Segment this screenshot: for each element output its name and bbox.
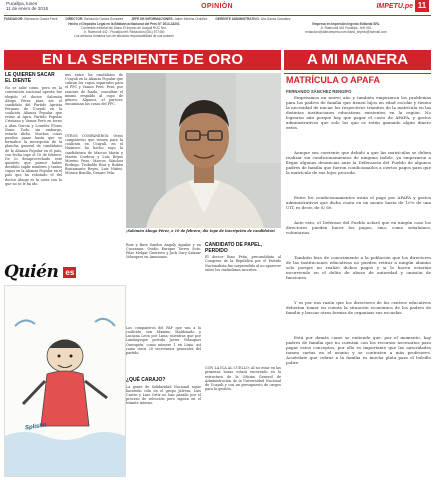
- article-body: nes entre los candidatos de Ucayali en la Alianza Popular que cubran los cupos separados para el PPC y Vamos Perú. Pero, por razones de fondo, consultan el mismo respaldo al cupo de género. Algunos, al parecer, encaminan las cosas del PPC.: [65, 73, 123, 107]
- cartoon-drawing: [5, 286, 125, 476]
- middle-right-article: [205, 243, 281, 466]
- article-paragraph: También hizo de conocimiento a la población que los directores de las instituciones educativas no pueden retirar a ningún alumno solo porque no realizó dichos pagos y si lo hacen estarían incurriendo en el delito de abuso de autoridad y omisión de funciones.: [286, 256, 431, 280]
- city-date: Pucallpa, lunes: [6, 1, 38, 6]
- staff-box: [4, 17, 431, 44]
- subhead: ¿QUÉ CARAJO?: [126, 377, 166, 383]
- article-body: CON LA ICA AL CUELLO: Al no estar en las primeras horas estará encerrado en la estructura de la Oficina General de Administración de la Universidad Nacional de Ucayali y con un presupuesto de cargos para la gestión.: [205, 366, 281, 391]
- article-photo: [126, 73, 281, 228]
- info-chief: JEFE DE INFORMACIONES: Jaime Medina Ordoñez: [131, 17, 208, 21]
- date-line: 11 de enero de 2016: [6, 6, 49, 11]
- left-article: [5, 73, 62, 264]
- article-body: OTROS COMPAÑEROS: Otros compañeros que vienen para la coalición en Ucayali, en el Huánuco ha hecho suyo la candidatura de Marcos Marín y Martín Cordova y Luis Reyes Moreno Pezo, Marcos Sánchez Rodrigo, Teobaldo Ríos y Rubén Bustamante Reyes, Luis Núñez, Mónica Bonilla, Genaro Vela.: [65, 134, 123, 176]
- article-paragraph: Y es por esa razón que los directores de los centros educativos deberían tomar en cuenta la situación económica de los padres de familia y buscar otras formas de organizar sus escuelas.: [286, 301, 431, 315]
- section-title: OPINIÓN: [201, 3, 233, 10]
- right-article-author: FERNANDO SÁNCHEZ RENGIFO: [286, 89, 352, 94]
- brand-name: IMPETU.pe: [376, 3, 413, 10]
- right-article: [286, 96, 431, 380]
- middle-bottom-article: [126, 243, 201, 465]
- legal-info: Hecho el Depósito Legal en la Biblioteca Nacional del Perú N° 2013-18201 Contenido editorial del Diario El Ímpetu de Ucayali RUC Nro. Jr. Raimondi 442 - Pucallpa telf: Redacción (061) 577460 Los artículos firmados son de absoluta responsabilidad de sus autores: [68, 22, 180, 38]
- article-paragraph: Está por demás como se entiende que, por el momento, hay padres de familia que no cuentan con los recursos necesarios para pagar estos conceptos, por ello es importante que las autoridades tomen cartas en el asunto y se contraten a más profesores. Acuérdate que cobrar a la familia es mucha plata para el bolsillo pobre.: [286, 336, 431, 365]
- page-number: 11: [415, 0, 429, 12]
- portrait-image: [126, 73, 281, 228]
- middle-article: [65, 73, 123, 252]
- article-paragraph: Entre los condicionamientos están el pago por APAFA y gastos administrativos que dicha cuota en un monto hasta de 10% de una UIT, es decir, de S/ 60.: [286, 196, 431, 210]
- company-info: Empresa en Impresión Ingenio Editorial SRL Jr. Raimondi 442 Pucallpa - telf: 061 redaccion@diarioimpetu.com diario_impetu@hotmail.com: [305, 22, 387, 34]
- article-body: Los compañeros del PAP que van a la coalición son Maximo Maldonado y Luciana Leon por Lima; mientras que por Lambayeque postula Javier Velasquez Quesquén, como número 1 en Lima, así como otros 20 secretarios generales del partido.: [126, 326, 201, 355]
- staff-roles: [4, 17, 431, 21]
- column-banner-left: EN LA SERPIENTE DE ORO: [4, 50, 281, 70]
- article-body: No se sabe cómo, pero en la convención nacional aprista fue elegido el doctor Salomón Abugo Pérez para ser el candidato del Partido Aprista Peruano de Ucayali en la coalición Alianza Popular que reúne al Apra, Partido Popular Cristiano y Vamos Perú en torno a Alan García y Lourdes Flores Nano. Todo, sin embargo, estaría dicho. Muchos cosas pueden pasar hasta que se formalice la inscripción de la plancha general de candidatos de la Alianza Popular en el país, con fecha tope el 10 de febrero. De lo desaprovechado este quinteto que parece haber decidido suplir nombres y tantos cupos en la Alianza Popular en el país que ha rebotado el del doctor Abugo es la carta con la que no se le ha ido.: [5, 86, 62, 186]
- article-headline: LE QUIEREN SACAR EL DIENTE: [5, 72, 55, 84]
- photo-caption: ¡Salomón Abugo Pérez, a 10 de febrero, día tope de inscripción de candidatos!: [126, 229, 276, 233]
- article-paragraph: Ante esto, el Defensor del Pueblo aclaró que en ningún caso los directores pueden hacer los pagos, sino, como señalamos, voluntarios.: [286, 221, 431, 235]
- cartoon-splash-text: Splishh: [24, 422, 47, 432]
- article-body: La gente de Solidaridad Nacional sigue haciendo cola en el grupo Jalvera. Luis Castro y Luis Ortiz no han pasado por el proceso de selección pero siguen en el trámite interno.: [126, 384, 201, 406]
- right-article-title: MATRÍCULA O APAFA: [286, 75, 380, 85]
- quien-word: Quién: [4, 262, 59, 282]
- article-paragraph: Aunque sea corriente que debido a que las matrículas se deben realizar sin condicionamientos de ninguna índole, ya empezaron a llegar algunas denuncias ante la Defensoría del Pueblo de algunos padres de familia que fueron condicionados a ciertos pagos para que la matrícula de sus hijos proceda.: [286, 151, 431, 175]
- right-column-rule: [284, 73, 431, 74]
- editorial-cartoon: [4, 285, 126, 477]
- founder: FUNDADOR: Raimundo Garcia Ferré: [4, 17, 58, 21]
- director: DIRECTOR: Raimundo Garcia Gonzalez: [65, 17, 124, 21]
- column-banner-right: A MI MANERA: [284, 50, 431, 70]
- article-body: El doctor Rino Peña, precandidato al Congreso de la República por el Partido Nacionalista fue sorprendido al no aparecer entre los ciudadanos inscritos.: [205, 255, 281, 272]
- manager: GERENTE ADMINISTRATIVO: Lita Garcia Gonzalez: [215, 17, 291, 21]
- article-body: Ruiz y Bass Sandor Angoly Aguilar y en Cucasmas. Ovidio Enrique Torres Soto. Pilar Melgar Guerrero y Jack Gary Salazar Velasquez en Amasonas.: [126, 243, 201, 260]
- quien-pasa-heading: [4, 262, 124, 284]
- article-headline: CANDIDATO DE PAPEL, PERDIDO: [205, 242, 262, 254]
- article-paragraph: Empezamos un nuevo año y también empezaron los problemas para los padres de familia que tienen hijos en edad escolar y tienen la necesidad de iniciar los respectivos trámites de la matrícula en las distintas instituciones educativas existentes en la región. No lograron aún porque hay que pagar el costo de APAFA, y gastos administrativos que solo los que se están ganando algún dinero extra.: [286, 96, 431, 130]
- es-badge: es: [65, 268, 75, 277]
- page-folio: [6, 1, 48, 11]
- page-header: [0, 0, 435, 15]
